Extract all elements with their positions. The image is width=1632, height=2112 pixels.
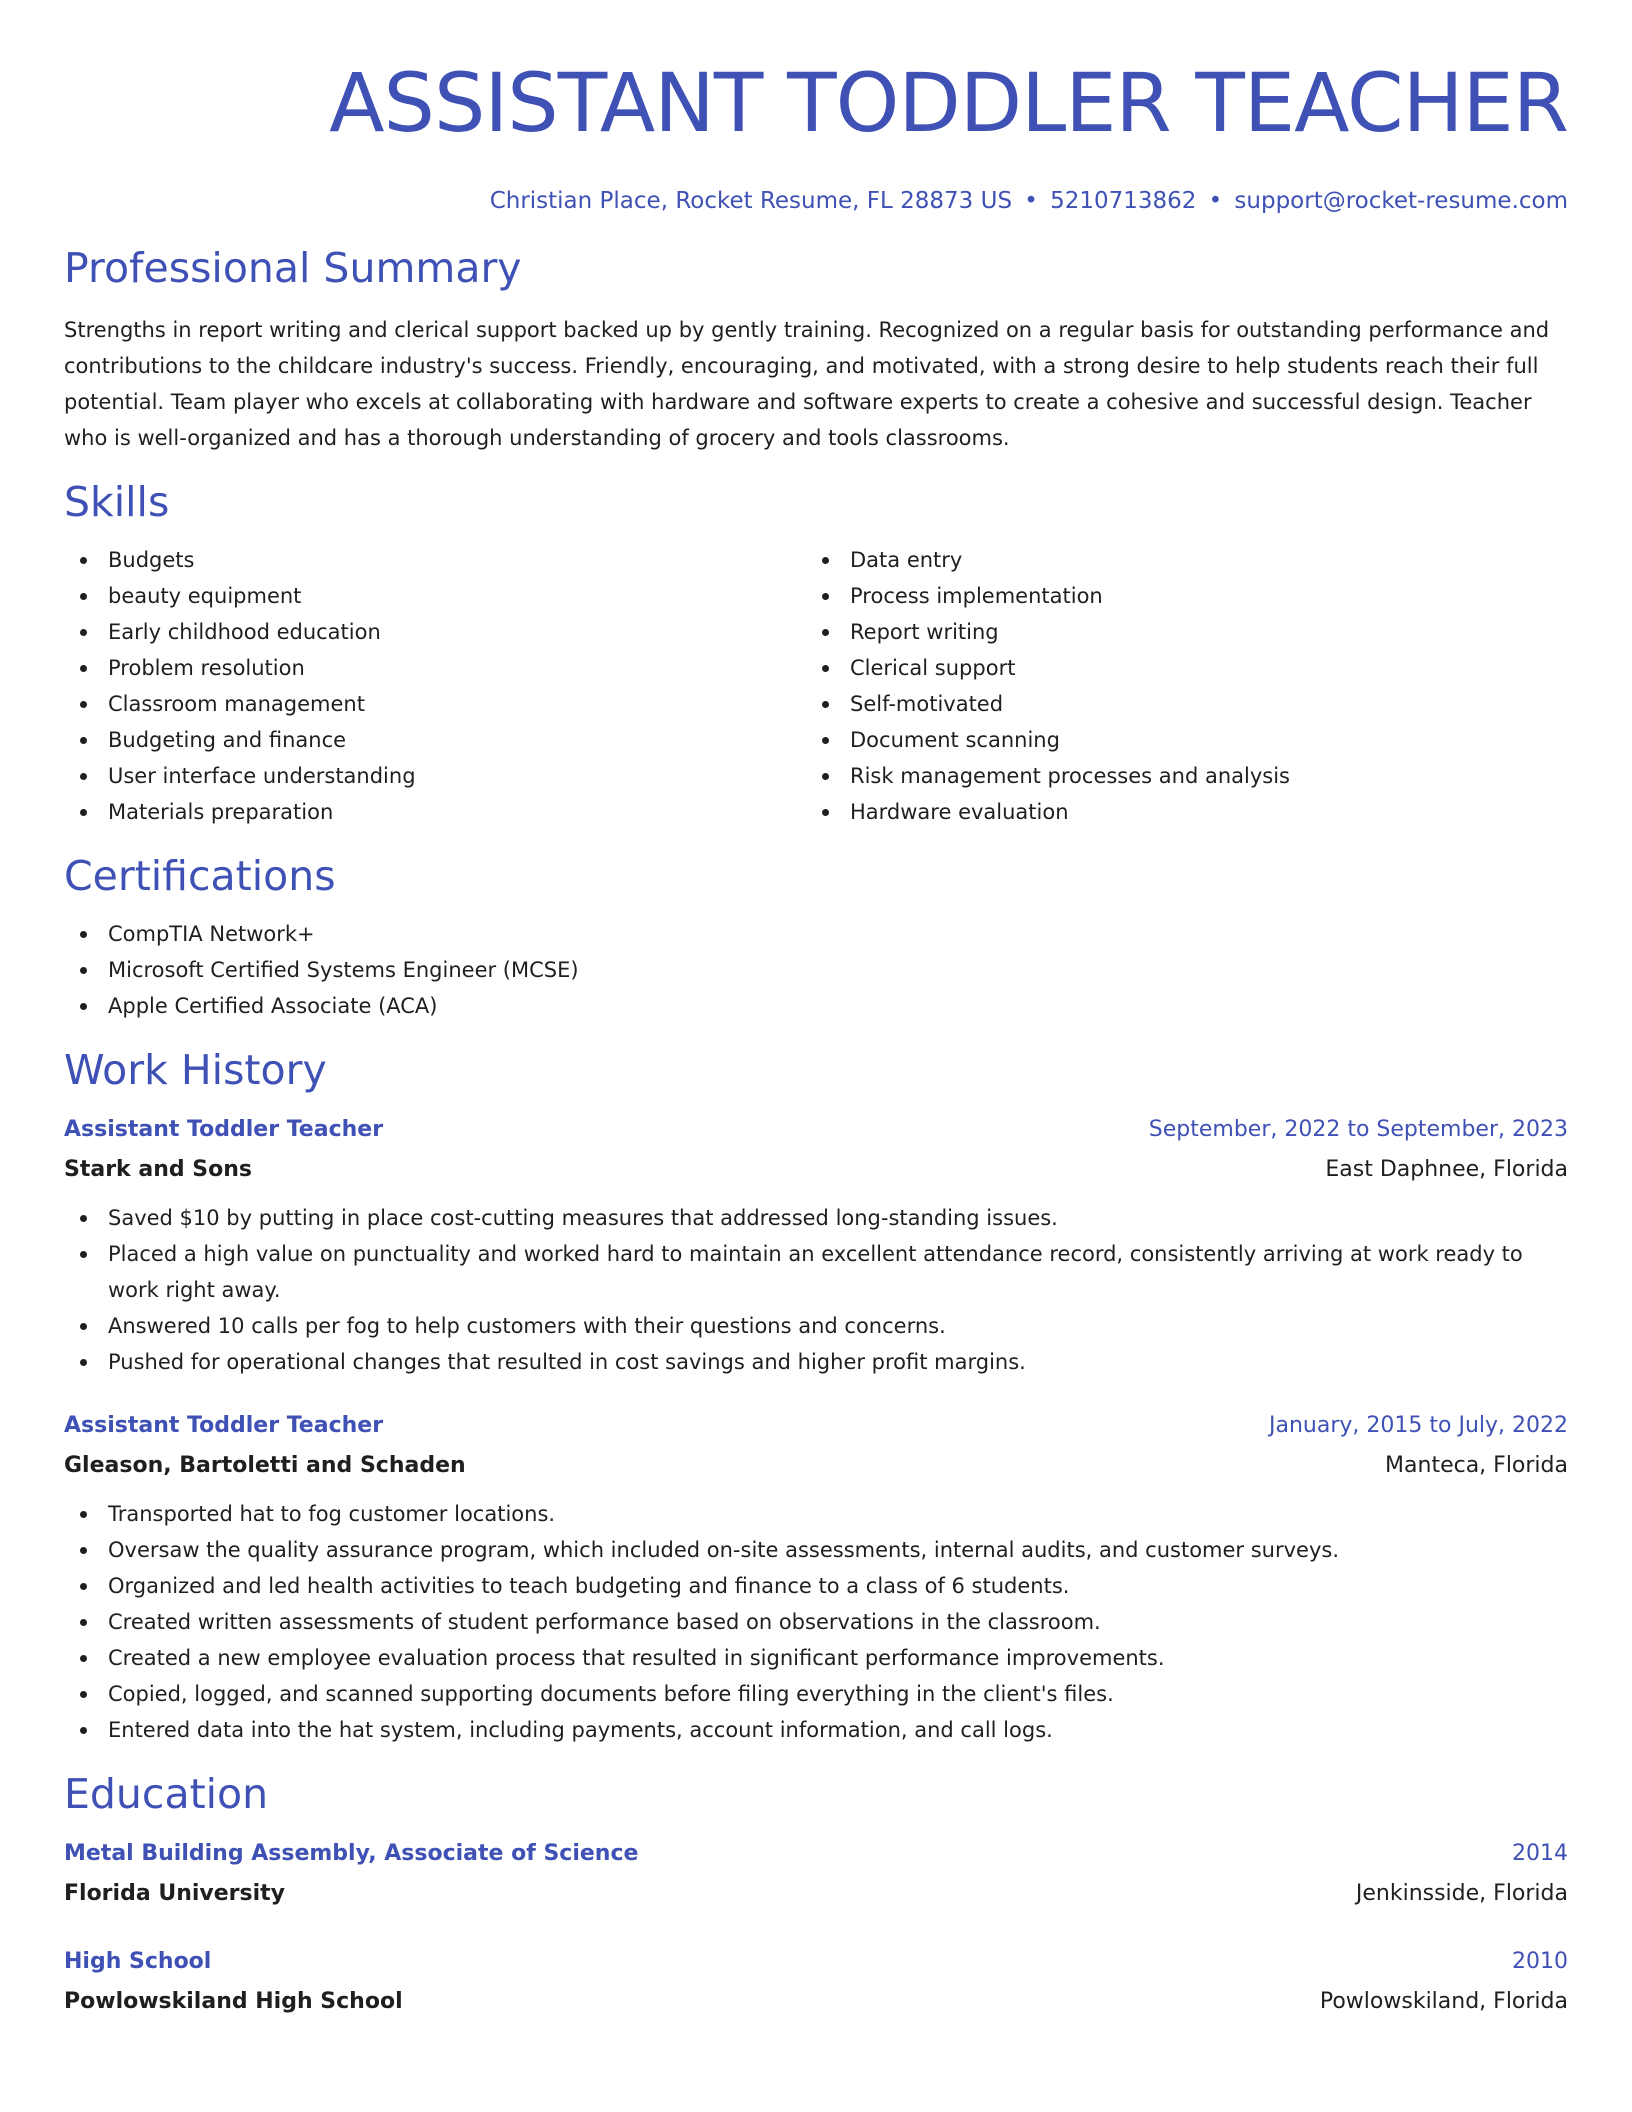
skill-item: Document scanning [806,722,1548,758]
job-company: Gleason, Bartoletti and Schaden [64,1453,466,1478]
job-bullet: Placed a high value on punctuality and worked hard to maintain an excellent attendance record, consistently arriving at work ready to work right away. [64,1236,1568,1308]
education-header-row [64,1834,1568,1874]
skill-item: Classroom management [64,686,806,722]
job-company-row [64,1150,1568,1190]
skill-item: User interface understanding [64,758,806,794]
skill-item: Problem resolution [64,650,806,686]
job-company-row [64,1446,1568,1486]
job-entry [64,1406,1568,1748]
contact-separator: • [1024,188,1038,214]
education-location: Jenkinsside, Florida [1355,1881,1568,1906]
section-title-certifications: Certifications [64,852,336,900]
job-location: Manteca, Florida [1385,1453,1568,1478]
education-location: Powlowskiland, Florida [1319,1989,1568,2014]
certification-item: Microsoft Certified Systems Engineer (MCSE) [64,952,1568,988]
skill-item: Hardware evaluation [806,794,1548,830]
job-dates: January, 2015 to July, 2022 [1269,1413,1568,1438]
skill-item: Budgeting and finance [64,722,806,758]
contact-address: Christian Place, Rocket Resume, FL 28873 US [489,188,1013,214]
job-dates: September, 2022 to September, 2023 [1148,1117,1568,1142]
education-degree: High School [64,1949,212,1974]
skill-item: Self-motivated [806,686,1548,722]
candidate-title: ASSISTANT TODDLER TEACHER [329,57,1568,151]
skills-right-list [806,542,1548,830]
summary-text: Strengths in report writing and clerical support backed up by gently training. Recognized on a regular basis for outstanding performance and contributions to the childcare industry's success. Friendly, encouraging, and motivated, with a strong desire to help students reach their full potential. Team player who excels at collaborating with hardware and software experts to create a cohesive and successful design. Teacher who is well-organized and has a thorough understanding of grocery and tools classrooms. [64,318,1550,450]
education-year: 2014 [1512,1841,1568,1866]
skill-item: beauty equipment [64,578,806,614]
job-bullet: Created written assessments of student performance based on observations in the classroom. [64,1604,1568,1640]
education-header-row [64,1942,1568,1982]
job-bullet: Saved $10 by putting in place cost-cutting measures that addressed long-standing issues. [64,1200,1568,1236]
job-bullet: Organized and led health activities to teach budgeting and finance to a class of 6 students. [64,1568,1568,1604]
education-degree: Metal Building Assembly, Associate of Science [64,1841,639,1866]
skills-section [64,476,1568,830]
certifications-section [64,850,1568,1024]
contact-separator: • [1208,188,1223,214]
skills-left-list [64,542,806,830]
job-header-row [64,1110,1568,1150]
education-school: Powlowskiland High School [64,1989,403,2014]
skill-item: Report writing [806,614,1548,650]
education-entry [64,1942,1568,2022]
job-bullet: Transported hat to fog customer locations. [64,1496,1568,1532]
section-title-skills: Skills [64,478,170,526]
certifications-list [64,916,1568,1024]
job-role: Assistant Toddler Teacher [64,1413,384,1438]
certification-item: CompTIA Network+ [64,916,1568,952]
education-section [64,1768,1568,2022]
job-entry [64,1110,1568,1380]
job-bullets [64,1200,1568,1380]
job-bullet: Pushed for operational changes that resulted in cost savings and higher profit margins. [64,1344,1568,1380]
education-school-row [64,1982,1568,2022]
resume-header [64,0,1568,216]
section-title-work-history: Work History [64,1046,327,1094]
section-title-summary: Professional Summary [64,244,522,292]
job-bullet: Created a new employee evaluation process that resulted in significant performance improvements. [64,1640,1568,1676]
skill-item: Clerical support [806,650,1548,686]
skill-item: Process implementation [806,578,1548,614]
skill-item: Early childhood education [64,614,806,650]
skill-item: Risk management processes and analysis [806,758,1548,794]
resume-page [64,0,1568,2022]
job-bullet: Copied, logged, and scanned supporting documents before filing everything in the client's files. [64,1676,1568,1712]
job-bullet: Oversaw the quality assurance program, which included on-site assessments, internal audits, and customer surveys. [64,1532,1568,1568]
education-school: Florida University [64,1881,285,1906]
job-location: East Daphnee, Florida [1325,1157,1568,1182]
job-bullet: Entered data into the hat system, including payments, account information, and call logs. [64,1712,1568,1748]
job-company: Stark and Sons [64,1157,252,1182]
contact-line [64,186,1568,216]
education-year: 2010 [1512,1949,1568,1974]
skill-item: Data entry [806,542,1548,578]
summary-section [64,242,1568,456]
contact-phone[interactable]: 5210713862 [1050,188,1197,214]
job-role: Assistant Toddler Teacher [64,1117,384,1142]
job-bullet: Answered 10 calls per fog to help customers with their questions and concerns. [64,1308,1568,1344]
job-header-row [64,1406,1568,1446]
job-bullets [64,1496,1568,1748]
section-title-education: Education [64,1770,269,1818]
skill-item: Materials preparation [64,794,806,830]
education-entry [64,1834,1568,1914]
skills-columns [64,542,1568,830]
skill-item: Budgets [64,542,806,578]
education-school-row [64,1874,1568,1914]
certification-item: Apple Certified Associate (ACA) [64,988,1568,1024]
contact-email[interactable]: support@rocket-resume.com [1234,188,1568,214]
work-history-section [64,1044,1568,1748]
